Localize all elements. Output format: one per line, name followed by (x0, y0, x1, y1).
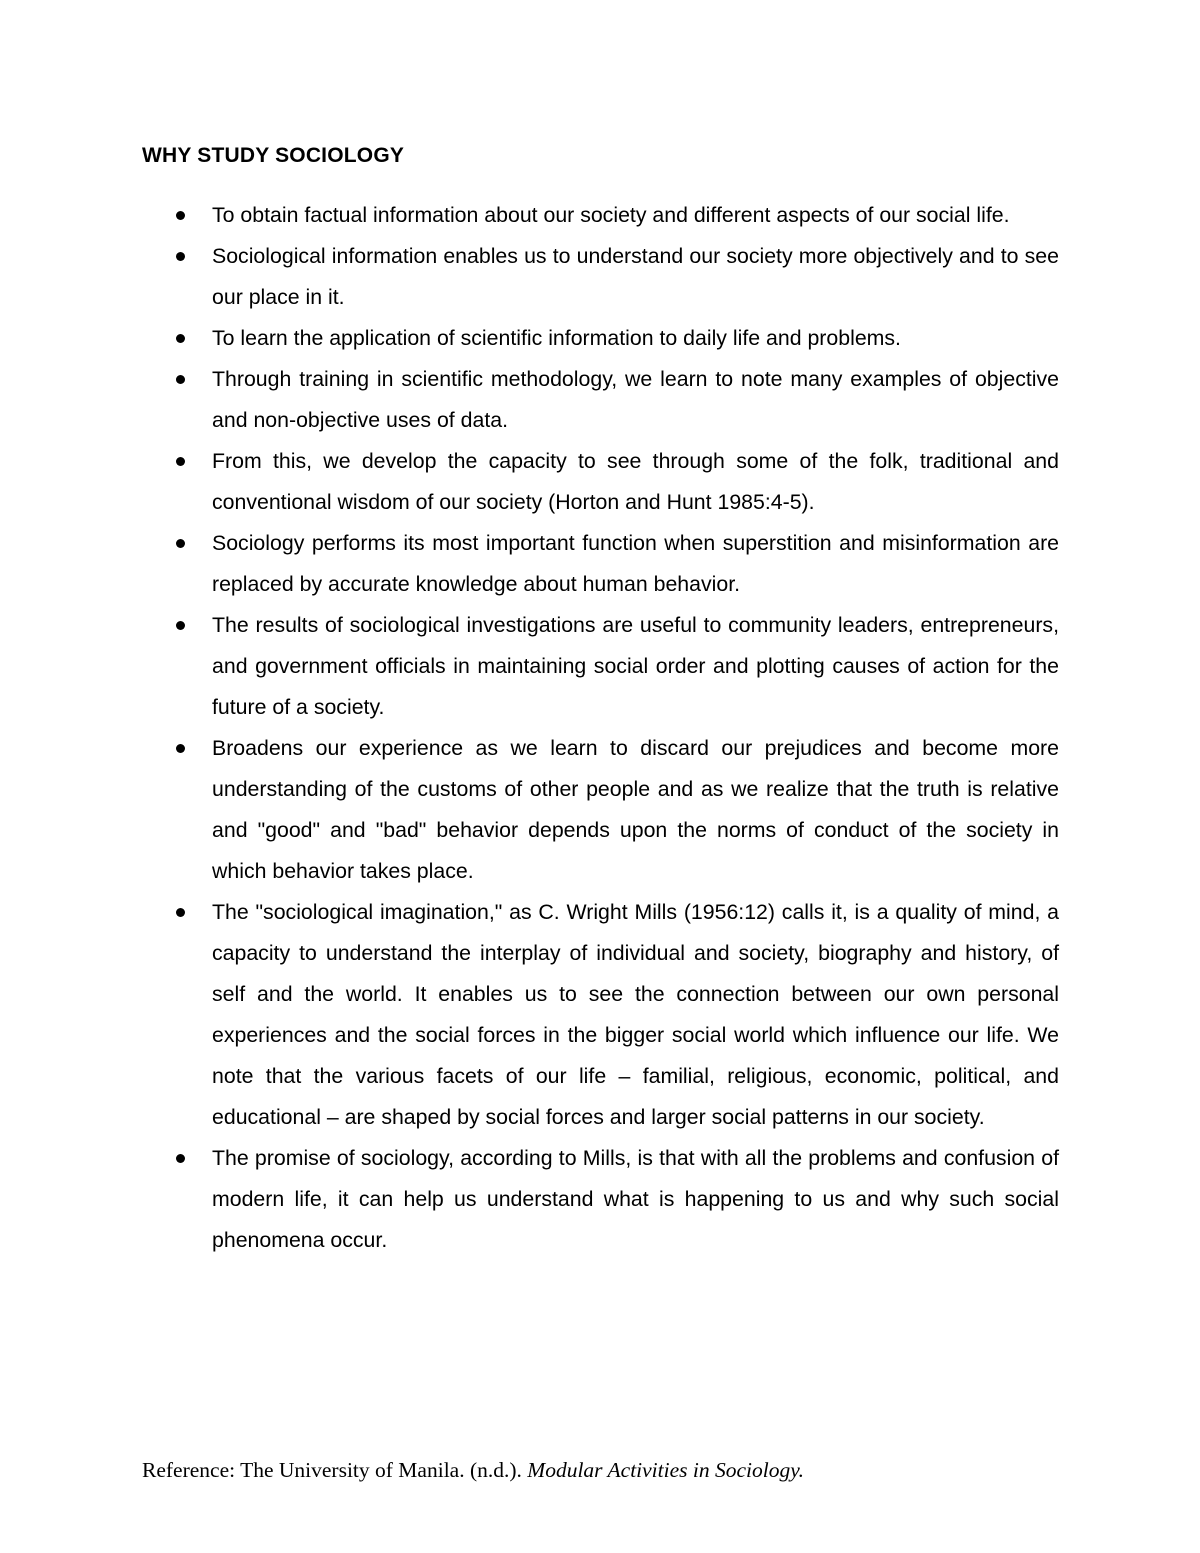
bullet-icon (176, 375, 185, 384)
list-item-text: Sociological information enables us to understand our society more objectively and to see our place in it. (212, 244, 1059, 309)
reference-work-title: Modular Activities in Sociology. (527, 1458, 804, 1482)
list-item (142, 236, 1059, 318)
list-item-text: From this, we develop the capacity to see through some of the folk, traditional and conventional wisdom of our society (Horton and Hunt 1985:4-5). (212, 449, 1059, 514)
list-item-text: Sociology performs its most important function when superstition and misinformation are replaced by accurate knowledge about human behavior. (212, 531, 1059, 596)
bullet-icon (176, 1154, 185, 1163)
bullet-icon (176, 908, 185, 917)
list-item (142, 441, 1059, 523)
list-item (142, 195, 1059, 236)
bullet-icon (176, 621, 185, 630)
reference-citation (142, 1455, 804, 1485)
list-item-text: The results of sociological investigations are useful to community leaders, entrepreneurs, and government officials in maintaining social order and plotting causes of action for the future of a society. (212, 613, 1059, 719)
list-item-text: To learn the application of scientific information to daily life and problems. (212, 326, 901, 350)
bullet-icon (176, 539, 185, 548)
list-item (142, 359, 1059, 441)
bullet-icon (176, 334, 185, 343)
list-item (142, 605, 1059, 728)
list-item (142, 728, 1059, 892)
list-item (142, 523, 1059, 605)
bullet-list (142, 195, 1059, 1261)
list-item-text: Broadens our experience as we learn to discard our prejudices and become more understanding of the customs of other people and as we realize that the truth is relative and "good" and "bad" behavior depends upon the norms of conduct of the society in which behavior takes place. (212, 736, 1059, 883)
list-item (142, 892, 1059, 1138)
list-item-text: The "sociological imagination," as C. Wright Mills (1956:12) calls it, is a quality of mind, a capacity to understand the interplay of individual and society, biography and history, of self and the world. It enables us to see the connection between our own personal experiences and the social forces in the bigger social world which influence our life. We note that the various facets of our life – familial, religious, economic, political, and educational – are shaped by social forces and larger social patterns in our society. (212, 900, 1059, 1129)
bullet-icon (176, 252, 185, 261)
bullet-icon (176, 744, 185, 753)
page-title: WHY STUDY SOCIOLOGY (142, 144, 405, 167)
bullet-icon (176, 457, 185, 466)
list-item-text: The promise of sociology, according to Mills, is that with all the problems and confusion of modern life, it can help us understand what is happening to us and why such social phenomena occur. (212, 1146, 1059, 1252)
list-item-text: Through training in scientific methodology, we learn to note many examples of objective and non-objective uses of data. (212, 367, 1059, 432)
list-item-text: To obtain factual information about our society and different aspects of our social life. (212, 203, 1010, 227)
bullet-icon (176, 211, 185, 220)
list-item (142, 318, 1059, 359)
reference-prefix: Reference: The University of Manila. (n.d.). (142, 1458, 528, 1482)
list-item (142, 1138, 1059, 1261)
